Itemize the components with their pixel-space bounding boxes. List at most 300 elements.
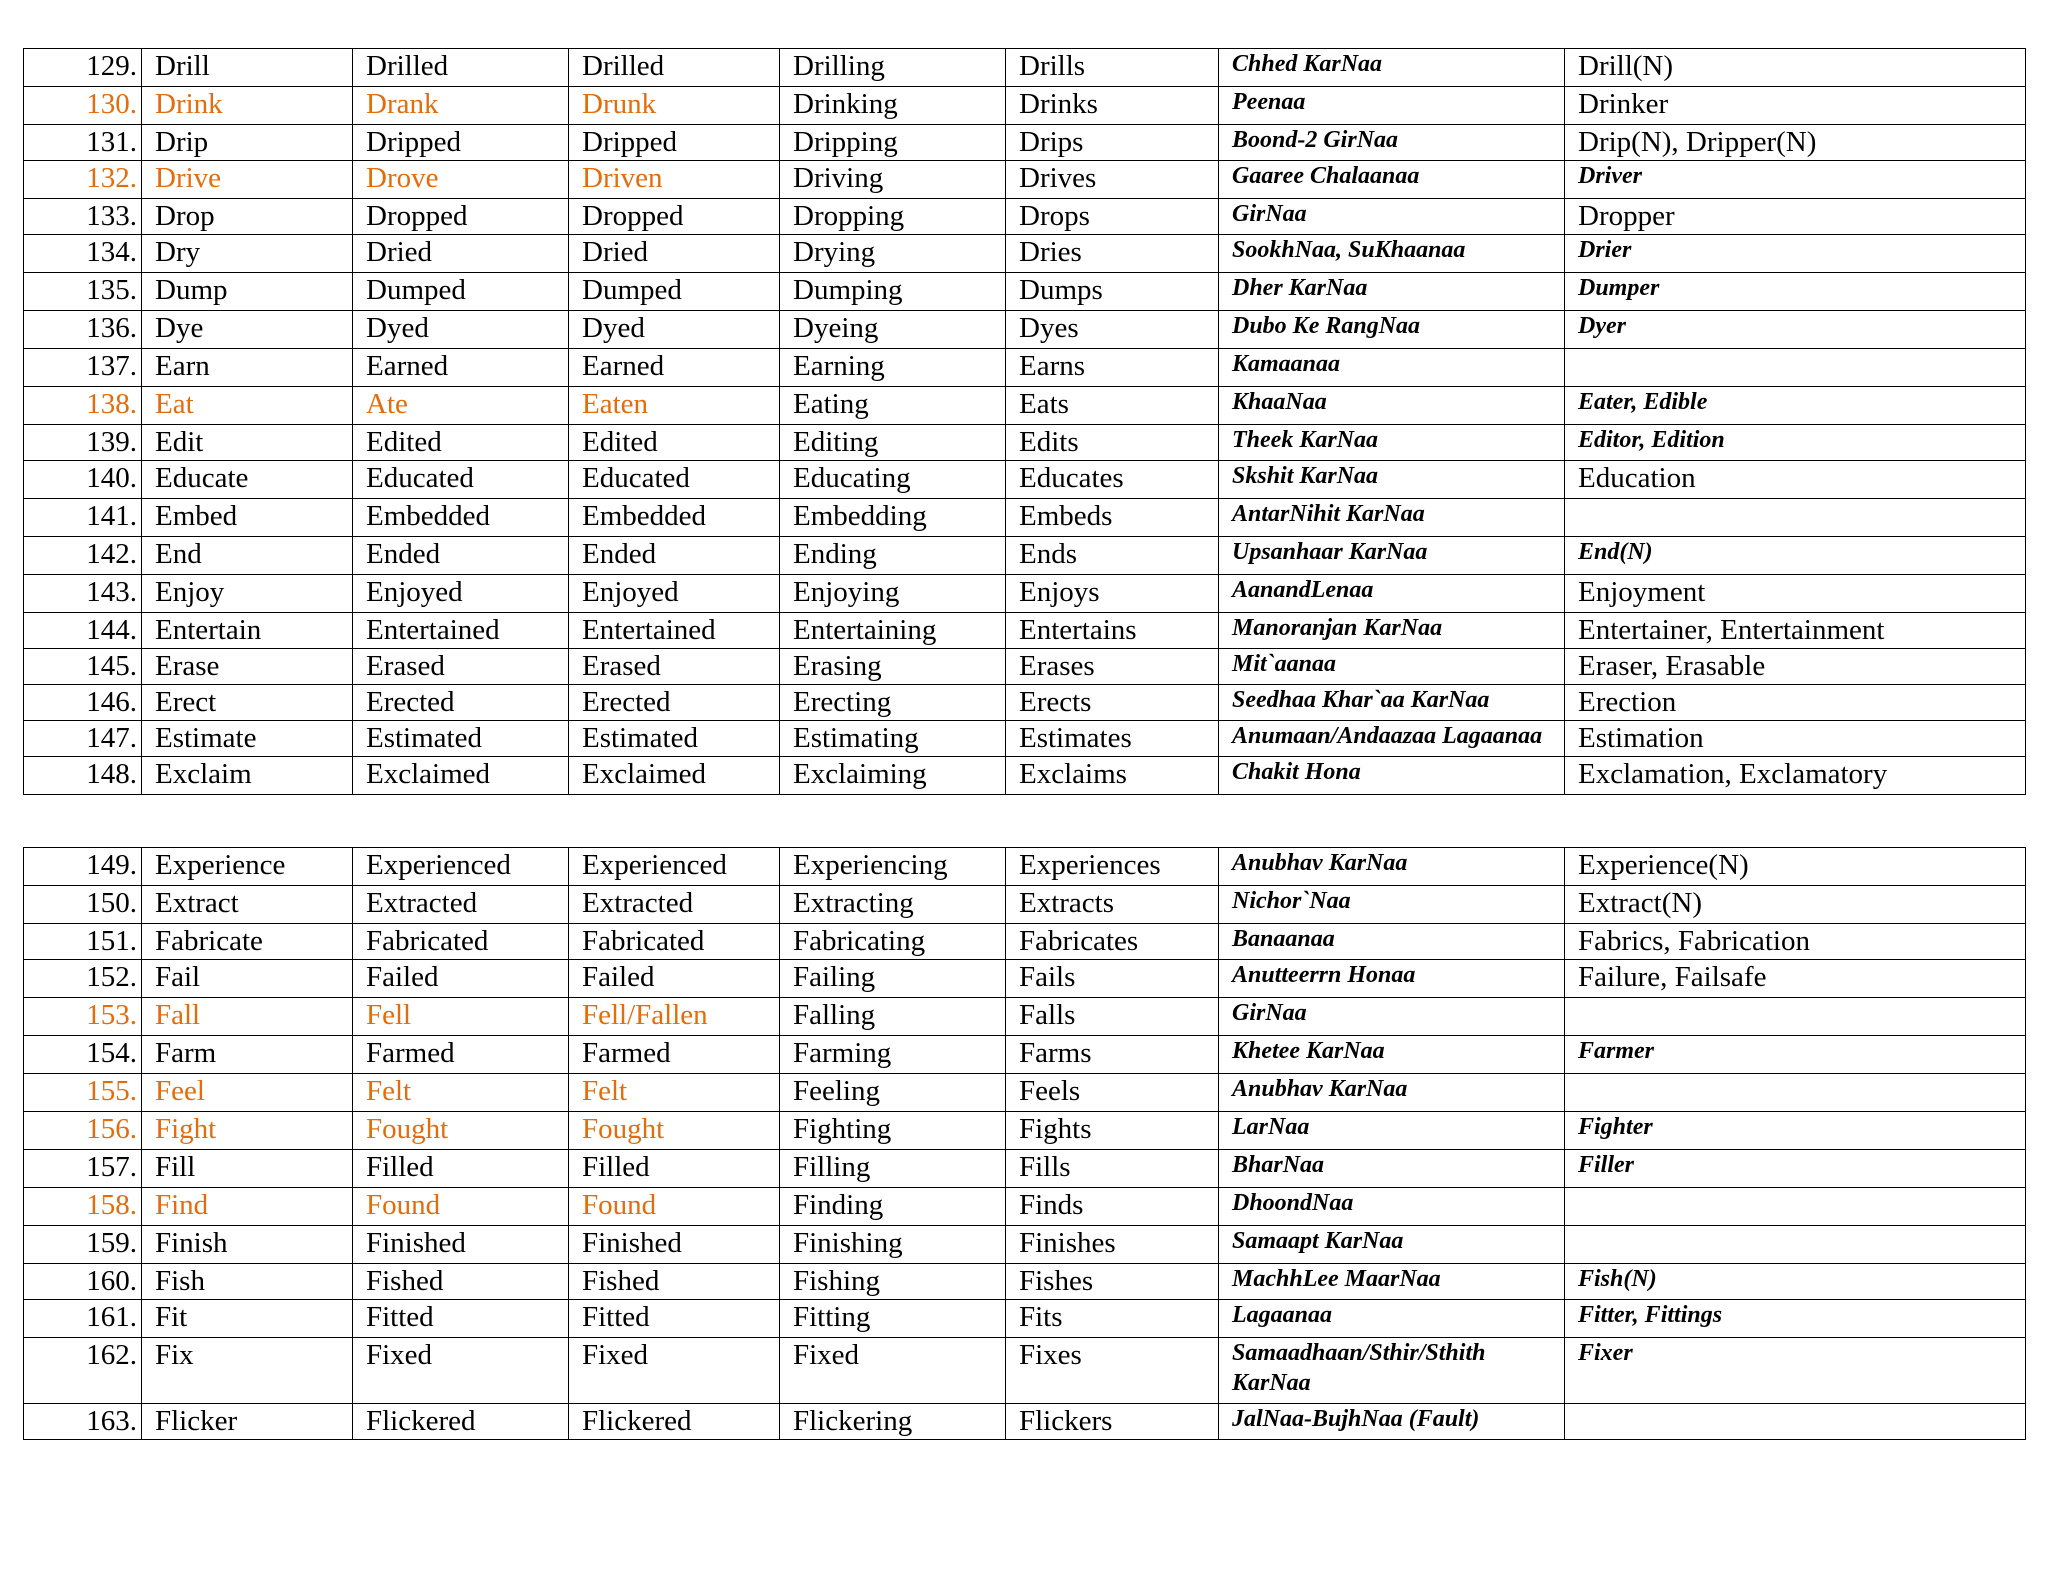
- base-form-cell: Dye: [142, 311, 353, 349]
- verb-row: [24, 1074, 2026, 1112]
- verb-row: [24, 757, 2026, 795]
- verb-number-cell: 129.: [24, 49, 142, 87]
- verb-number-cell: 144.: [24, 613, 142, 649]
- verb-number-cell: 151.: [24, 924, 142, 960]
- past-tense-cell: Fitted: [353, 1300, 569, 1338]
- derived-forms-cell: Entertainer, Entertainment: [1565, 613, 2026, 649]
- present-participle-cell: Estimating: [780, 721, 1006, 757]
- past-tense-cell: Erected: [353, 685, 569, 721]
- verb-row: [24, 886, 2026, 924]
- derived-forms-cell: Erection: [1565, 685, 2026, 721]
- present-participle-cell: Flickering: [780, 1404, 1006, 1440]
- hindi-meaning-cell: SookhNaa, SuKhaanaa: [1219, 235, 1565, 273]
- third-person-form-cell: Fills: [1006, 1150, 1219, 1188]
- present-participle-cell: Dropping: [780, 199, 1006, 235]
- verb-row: [24, 1300, 2026, 1338]
- derived-forms-cell: Experience(N): [1565, 848, 2026, 886]
- past-tense-cell: Ate: [353, 387, 569, 425]
- derived-forms-cell: Drinker: [1565, 87, 2026, 125]
- verb-number-cell: 163.: [24, 1404, 142, 1440]
- hindi-meaning-cell: Anutteerrn Honaa: [1219, 960, 1565, 998]
- derived-forms-cell: Driver: [1565, 161, 2026, 199]
- past-tense-cell: Dripped: [353, 125, 569, 161]
- verb-number-cell: 145.: [24, 649, 142, 685]
- third-person-form-cell: Drives: [1006, 161, 1219, 199]
- past-participle-cell: Earned: [569, 349, 780, 387]
- verb-number-cell: 159.: [24, 1226, 142, 1264]
- past-tense-cell: Filled: [353, 1150, 569, 1188]
- derived-forms-cell: [1565, 1404, 2026, 1440]
- past-tense-cell: Edited: [353, 425, 569, 461]
- verb-row: [24, 1150, 2026, 1188]
- hindi-meaning-cell: DhoondNaa: [1219, 1188, 1565, 1226]
- past-tense-cell: Embedded: [353, 499, 569, 537]
- derived-forms-cell: [1565, 349, 2026, 387]
- verb-row: [24, 461, 2026, 499]
- base-form-cell: Experience: [142, 848, 353, 886]
- hindi-meaning-cell: Samaadhaan/Sthir/Sthith KarNaa: [1219, 1338, 1565, 1404]
- derived-forms-cell: Fabrics, Fabrication: [1565, 924, 2026, 960]
- verb-number-cell: 143.: [24, 575, 142, 613]
- past-tense-cell: Fought: [353, 1112, 569, 1150]
- third-person-form-cell: Entertains: [1006, 613, 1219, 649]
- present-participle-cell: Finding: [780, 1188, 1006, 1226]
- third-person-form-cell: Fights: [1006, 1112, 1219, 1150]
- past-tense-cell: Felt: [353, 1074, 569, 1112]
- verb-number-cell: 142.: [24, 537, 142, 575]
- verb-row: [24, 311, 2026, 349]
- past-participle-cell: Experienced: [569, 848, 780, 886]
- third-person-form-cell: Farms: [1006, 1036, 1219, 1074]
- past-tense-cell: Drilled: [353, 49, 569, 87]
- verb-number-cell: 139.: [24, 425, 142, 461]
- third-person-form-cell: Fails: [1006, 960, 1219, 998]
- verb-row: [24, 49, 2026, 87]
- base-form-cell: Dump: [142, 273, 353, 311]
- base-form-cell: Fill: [142, 1150, 353, 1188]
- verb-row: [24, 685, 2026, 721]
- hindi-meaning-cell: MachhLee MaarNaa: [1219, 1264, 1565, 1300]
- verb-row: [24, 1036, 2026, 1074]
- past-tense-cell: Farmed: [353, 1036, 569, 1074]
- third-person-form-cell: Earns: [1006, 349, 1219, 387]
- verb-row: [24, 425, 2026, 461]
- present-participle-cell: Finishing: [780, 1226, 1006, 1264]
- hindi-meaning-cell: Banaanaa: [1219, 924, 1565, 960]
- past-tense-cell: Dyed: [353, 311, 569, 349]
- third-person-form-cell: Estimates: [1006, 721, 1219, 757]
- hindi-meaning-cell: Dher KarNaa: [1219, 273, 1565, 311]
- past-participle-cell: Flickered: [569, 1404, 780, 1440]
- verb-row: [24, 1226, 2026, 1264]
- past-tense-cell: Failed: [353, 960, 569, 998]
- present-participle-cell: Embedding: [780, 499, 1006, 537]
- past-participle-cell: Enjoyed: [569, 575, 780, 613]
- derived-forms-cell: [1565, 1074, 2026, 1112]
- verb-number-cell: 147.: [24, 721, 142, 757]
- third-person-form-cell: Drinks: [1006, 87, 1219, 125]
- third-person-form-cell: Fabricates: [1006, 924, 1219, 960]
- third-person-form-cell: Drips: [1006, 125, 1219, 161]
- verb-number-cell: 135.: [24, 273, 142, 311]
- present-participle-cell: Earning: [780, 349, 1006, 387]
- hindi-meaning-cell: LarNaa: [1219, 1112, 1565, 1150]
- verb-row: [24, 161, 2026, 199]
- present-participle-cell: Ending: [780, 537, 1006, 575]
- past-participle-cell: Found: [569, 1188, 780, 1226]
- past-tense-cell: Drank: [353, 87, 569, 125]
- derived-forms-cell: Drip(N), Dripper(N): [1565, 125, 2026, 161]
- past-participle-cell: Fitted: [569, 1300, 780, 1338]
- base-form-cell: Dry: [142, 235, 353, 273]
- past-participle-cell: Felt: [569, 1074, 780, 1112]
- past-participle-cell: Erected: [569, 685, 780, 721]
- base-form-cell: Fix: [142, 1338, 353, 1404]
- present-participle-cell: Drilling: [780, 49, 1006, 87]
- third-person-form-cell: Experiences: [1006, 848, 1219, 886]
- verb-row: [24, 960, 2026, 998]
- verb-row: [24, 199, 2026, 235]
- verb-number-cell: 161.: [24, 1300, 142, 1338]
- verb-row: [24, 125, 2026, 161]
- verb-number-cell: 150.: [24, 886, 142, 924]
- present-participle-cell: Experiencing: [780, 848, 1006, 886]
- past-tense-cell: Ended: [353, 537, 569, 575]
- verb-table-2-body: [24, 848, 2026, 1440]
- past-participle-cell: Extracted: [569, 886, 780, 924]
- past-participle-cell: Fished: [569, 1264, 780, 1300]
- verb-row: [24, 387, 2026, 425]
- derived-forms-cell: Education: [1565, 461, 2026, 499]
- present-participle-cell: Fighting: [780, 1112, 1006, 1150]
- base-form-cell: Drive: [142, 161, 353, 199]
- verb-row: [24, 87, 2026, 125]
- past-participle-cell: Driven: [569, 161, 780, 199]
- hindi-meaning-cell: Skshit KarNaa: [1219, 461, 1565, 499]
- verb-number-cell: 136.: [24, 311, 142, 349]
- hindi-meaning-cell: Peenaa: [1219, 87, 1565, 125]
- past-tense-cell: Exclaimed: [353, 757, 569, 795]
- verb-number-cell: 146.: [24, 685, 142, 721]
- past-tense-cell: Fell: [353, 998, 569, 1036]
- derived-forms-cell: Filler: [1565, 1150, 2026, 1188]
- hindi-meaning-cell: GirNaa: [1219, 199, 1565, 235]
- verb-row: [24, 613, 2026, 649]
- hindi-meaning-cell: Chakit Hona: [1219, 757, 1565, 795]
- base-form-cell: Fit: [142, 1300, 353, 1338]
- hindi-meaning-cell: Theek KarNaa: [1219, 425, 1565, 461]
- verb-number-cell: 157.: [24, 1150, 142, 1188]
- past-participle-cell: Filled: [569, 1150, 780, 1188]
- present-participle-cell: Filling: [780, 1150, 1006, 1188]
- base-form-cell: Erase: [142, 649, 353, 685]
- third-person-form-cell: Enjoys: [1006, 575, 1219, 613]
- past-tense-cell: Earned: [353, 349, 569, 387]
- base-form-cell: Embed: [142, 499, 353, 537]
- third-person-form-cell: Fishes: [1006, 1264, 1219, 1300]
- past-tense-cell: Erased: [353, 649, 569, 685]
- derived-forms-cell: Fitter, Fittings: [1565, 1300, 2026, 1338]
- present-participle-cell: Fixed: [780, 1338, 1006, 1404]
- verb-row: [24, 721, 2026, 757]
- present-participle-cell: Extracting: [780, 886, 1006, 924]
- base-form-cell: Exclaim: [142, 757, 353, 795]
- verb-row: [24, 924, 2026, 960]
- past-participle-cell: Entertained: [569, 613, 780, 649]
- hindi-meaning-cell: Chhed KarNaa: [1219, 49, 1565, 87]
- hindi-meaning-cell: BharNaa: [1219, 1150, 1565, 1188]
- derived-forms-cell: Extract(N): [1565, 886, 2026, 924]
- past-tense-cell: Finished: [353, 1226, 569, 1264]
- past-participle-cell: Embedded: [569, 499, 780, 537]
- past-participle-cell: Dripped: [569, 125, 780, 161]
- base-form-cell: Entertain: [142, 613, 353, 649]
- base-form-cell: Flicker: [142, 1404, 353, 1440]
- base-form-cell: Eat: [142, 387, 353, 425]
- past-tense-cell: Entertained: [353, 613, 569, 649]
- base-form-cell: Finish: [142, 1226, 353, 1264]
- hindi-meaning-cell: Anumaan/Andaazaa Lagaanaa: [1219, 721, 1565, 757]
- verb-number-cell: 138.: [24, 387, 142, 425]
- hindi-meaning-cell: AntarNihit KarNaa: [1219, 499, 1565, 537]
- base-form-cell: Drop: [142, 199, 353, 235]
- third-person-form-cell: Finds: [1006, 1188, 1219, 1226]
- derived-forms-cell: Editor, Edition: [1565, 425, 2026, 461]
- verb-row: [24, 1112, 2026, 1150]
- past-participle-cell: Edited: [569, 425, 780, 461]
- past-tense-cell: Found: [353, 1188, 569, 1226]
- derived-forms-cell: Exclamation, Exclamatory: [1565, 757, 2026, 795]
- hindi-meaning-cell: Khetee KarNaa: [1219, 1036, 1565, 1074]
- verb-row: [24, 273, 2026, 311]
- derived-forms-cell: [1565, 1226, 2026, 1264]
- past-participle-cell: Ended: [569, 537, 780, 575]
- third-person-form-cell: Extracts: [1006, 886, 1219, 924]
- derived-forms-cell: Estimation: [1565, 721, 2026, 757]
- third-person-form-cell: Dries: [1006, 235, 1219, 273]
- third-person-form-cell: Dyes: [1006, 311, 1219, 349]
- verb-number-cell: 132.: [24, 161, 142, 199]
- present-participle-cell: Educating: [780, 461, 1006, 499]
- past-participle-cell: Dropped: [569, 199, 780, 235]
- base-form-cell: Fabricate: [142, 924, 353, 960]
- past-participle-cell: Dried: [569, 235, 780, 273]
- derived-forms-cell: Enjoyment: [1565, 575, 2026, 613]
- third-person-form-cell: Erases: [1006, 649, 1219, 685]
- hindi-meaning-cell: Nichor`Naa: [1219, 886, 1565, 924]
- third-person-form-cell: Drills: [1006, 49, 1219, 87]
- hindi-meaning-cell: Seedhaa Khar`aa KarNaa: [1219, 685, 1565, 721]
- past-participle-cell: Finished: [569, 1226, 780, 1264]
- base-form-cell: End: [142, 537, 353, 575]
- present-participle-cell: Exclaiming: [780, 757, 1006, 795]
- hindi-meaning-cell: Anubhav KarNaa: [1219, 1074, 1565, 1112]
- derived-forms-cell: [1565, 998, 2026, 1036]
- hindi-meaning-cell: AanandLenaa: [1219, 575, 1565, 613]
- base-form-cell: Fish: [142, 1264, 353, 1300]
- base-form-cell: Edit: [142, 425, 353, 461]
- past-participle-cell: Eaten: [569, 387, 780, 425]
- present-participle-cell: Falling: [780, 998, 1006, 1036]
- hindi-meaning-cell: Manoranjan KarNaa: [1219, 613, 1565, 649]
- verb-number-cell: 158.: [24, 1188, 142, 1226]
- past-participle-cell: Erased: [569, 649, 780, 685]
- past-participle-cell: Educated: [569, 461, 780, 499]
- past-tense-cell: Extracted: [353, 886, 569, 924]
- past-tense-cell: Fixed: [353, 1338, 569, 1404]
- third-person-form-cell: Erects: [1006, 685, 1219, 721]
- derived-forms-cell: Drill(N): [1565, 49, 2026, 87]
- derived-forms-cell: Eater, Edible: [1565, 387, 2026, 425]
- verb-number-cell: 162.: [24, 1338, 142, 1404]
- present-participle-cell: Drinking: [780, 87, 1006, 125]
- verb-table-1-body: [24, 49, 2026, 795]
- verb-row: [24, 1338, 2026, 1404]
- verb-row: [24, 998, 2026, 1036]
- third-person-form-cell: Educates: [1006, 461, 1219, 499]
- hindi-meaning-cell: Upsanhaar KarNaa: [1219, 537, 1565, 575]
- past-participle-cell: Drilled: [569, 49, 780, 87]
- past-participle-cell: Fixed: [569, 1338, 780, 1404]
- past-participle-cell: Fought: [569, 1112, 780, 1150]
- derived-forms-cell: Eraser, Erasable: [1565, 649, 2026, 685]
- base-form-cell: Educate: [142, 461, 353, 499]
- present-participle-cell: Erasing: [780, 649, 1006, 685]
- verb-number-cell: 137.: [24, 349, 142, 387]
- past-tense-cell: Fabricated: [353, 924, 569, 960]
- verb-number-cell: 153.: [24, 998, 142, 1036]
- derived-forms-cell: Fixer: [1565, 1338, 2026, 1404]
- present-participle-cell: Dumping: [780, 273, 1006, 311]
- base-form-cell: Find: [142, 1188, 353, 1226]
- derived-forms-cell: Failure, Failsafe: [1565, 960, 2026, 998]
- derived-forms-cell: End(N): [1565, 537, 2026, 575]
- present-participle-cell: Enjoying: [780, 575, 1006, 613]
- base-form-cell: Fall: [142, 998, 353, 1036]
- present-participle-cell: Editing: [780, 425, 1006, 461]
- base-form-cell: Earn: [142, 349, 353, 387]
- past-tense-cell: Dried: [353, 235, 569, 273]
- verb-row: [24, 649, 2026, 685]
- hindi-meaning-cell: Dubo Ke RangNaa: [1219, 311, 1565, 349]
- verb-number-cell: 156.: [24, 1112, 142, 1150]
- derived-forms-cell: Fighter: [1565, 1112, 2026, 1150]
- present-participle-cell: Dripping: [780, 125, 1006, 161]
- base-form-cell: Fail: [142, 960, 353, 998]
- verb-number-cell: 134.: [24, 235, 142, 273]
- past-tense-cell: Educated: [353, 461, 569, 499]
- past-participle-cell: Failed: [569, 960, 780, 998]
- third-person-form-cell: Ends: [1006, 537, 1219, 575]
- past-tense-cell: Dumped: [353, 273, 569, 311]
- verb-number-cell: 149.: [24, 848, 142, 886]
- third-person-form-cell: Exclaims: [1006, 757, 1219, 795]
- past-tense-cell: Flickered: [353, 1404, 569, 1440]
- present-participle-cell: Failing: [780, 960, 1006, 998]
- base-form-cell: Drill: [142, 49, 353, 87]
- verb-number-cell: 154.: [24, 1036, 142, 1074]
- hindi-meaning-cell: Kamaanaa: [1219, 349, 1565, 387]
- verb-table-1: [23, 48, 2026, 795]
- verb-number-cell: 155.: [24, 1074, 142, 1112]
- verb-row: [24, 848, 2026, 886]
- third-person-form-cell: Edits: [1006, 425, 1219, 461]
- past-participle-cell: Fell/Fallen: [569, 998, 780, 1036]
- verb-number-cell: 141.: [24, 499, 142, 537]
- third-person-form-cell: Drops: [1006, 199, 1219, 235]
- verb-row: [24, 1404, 2026, 1440]
- derived-forms-cell: [1565, 499, 2026, 537]
- past-tense-cell: Fished: [353, 1264, 569, 1300]
- derived-forms-cell: Farmer: [1565, 1036, 2026, 1074]
- verb-row: [24, 1264, 2026, 1300]
- present-participle-cell: Eating: [780, 387, 1006, 425]
- present-participle-cell: Fitting: [780, 1300, 1006, 1338]
- derived-forms-cell: Dyer: [1565, 311, 2026, 349]
- derived-forms-cell: Dropper: [1565, 199, 2026, 235]
- base-form-cell: Farm: [142, 1036, 353, 1074]
- verb-number-cell: 160.: [24, 1264, 142, 1300]
- base-form-cell: Enjoy: [142, 575, 353, 613]
- hindi-meaning-cell: KhaaNaa: [1219, 387, 1565, 425]
- derived-forms-cell: [1565, 1188, 2026, 1226]
- hindi-meaning-cell: Boond-2 GirNaa: [1219, 125, 1565, 161]
- present-participle-cell: Entertaining: [780, 613, 1006, 649]
- verb-number-cell: 133.: [24, 199, 142, 235]
- verb-row: [24, 1188, 2026, 1226]
- third-person-form-cell: Fixes: [1006, 1338, 1219, 1404]
- third-person-form-cell: Flickers: [1006, 1404, 1219, 1440]
- verb-number-cell: 152.: [24, 960, 142, 998]
- verb-row: [24, 349, 2026, 387]
- hindi-meaning-cell: GirNaa: [1219, 998, 1565, 1036]
- hindi-meaning-cell: Lagaanaa: [1219, 1300, 1565, 1338]
- past-participle-cell: Exclaimed: [569, 757, 780, 795]
- present-participle-cell: Driving: [780, 161, 1006, 199]
- hindi-meaning-cell: Mit`aanaa: [1219, 649, 1565, 685]
- hindi-meaning-cell: Samaapt KarNaa: [1219, 1226, 1565, 1264]
- verb-row: [24, 235, 2026, 273]
- past-participle-cell: Dumped: [569, 273, 780, 311]
- past-tense-cell: Dropped: [353, 199, 569, 235]
- third-person-form-cell: Finishes: [1006, 1226, 1219, 1264]
- third-person-form-cell: Feels: [1006, 1074, 1219, 1112]
- present-participle-cell: Dyeing: [780, 311, 1006, 349]
- derived-forms-cell: Dumper: [1565, 273, 2026, 311]
- base-form-cell: Feel: [142, 1074, 353, 1112]
- base-form-cell: Estimate: [142, 721, 353, 757]
- present-participle-cell: Farming: [780, 1036, 1006, 1074]
- third-person-form-cell: Embeds: [1006, 499, 1219, 537]
- base-form-cell: Extract: [142, 886, 353, 924]
- past-participle-cell: Fabricated: [569, 924, 780, 960]
- third-person-form-cell: Falls: [1006, 998, 1219, 1036]
- hindi-meaning-cell: Anubhav KarNaa: [1219, 848, 1565, 886]
- past-participle-cell: Drunk: [569, 87, 780, 125]
- past-participle-cell: Farmed: [569, 1036, 780, 1074]
- past-tense-cell: Experienced: [353, 848, 569, 886]
- derived-forms-cell: Fish(N): [1565, 1264, 2026, 1300]
- past-tense-cell: Estimated: [353, 721, 569, 757]
- hindi-meaning-cell: JalNaa-BujhNaa (Fault): [1219, 1404, 1565, 1440]
- verb-row: [24, 499, 2026, 537]
- past-tense-cell: Enjoyed: [353, 575, 569, 613]
- verb-row: [24, 537, 2026, 575]
- past-participle-cell: Estimated: [569, 721, 780, 757]
- verb-number-cell: 130.: [24, 87, 142, 125]
- present-participle-cell: Erecting: [780, 685, 1006, 721]
- present-participle-cell: Drying: [780, 235, 1006, 273]
